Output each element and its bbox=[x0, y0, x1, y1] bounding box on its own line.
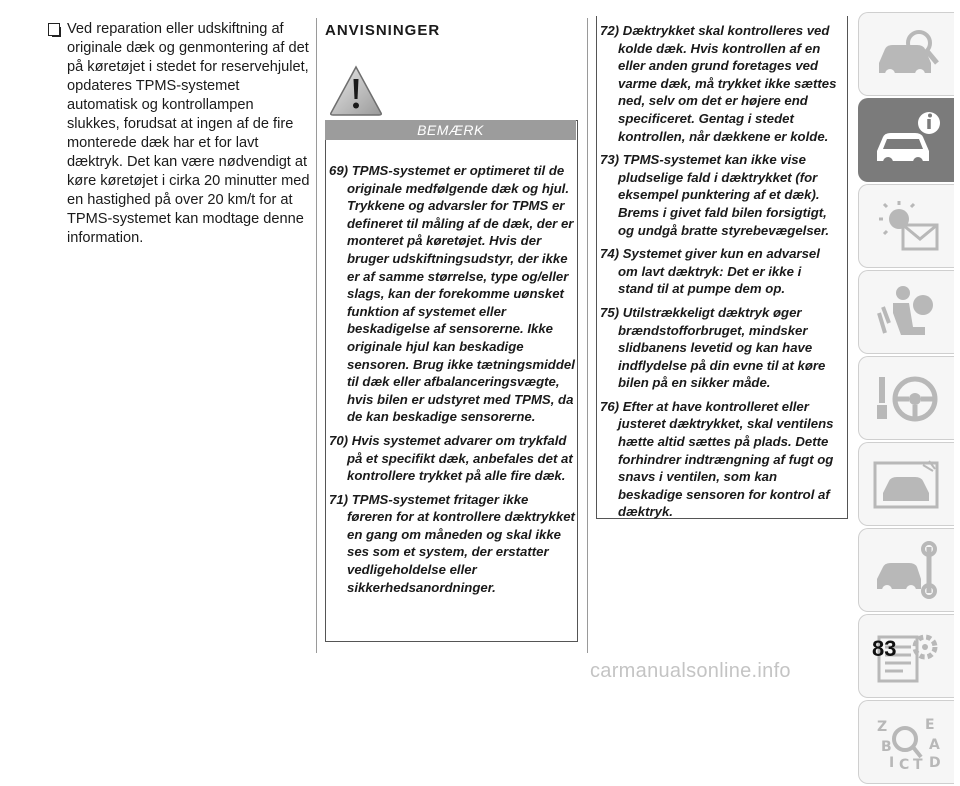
airbag-seat-icon bbox=[873, 283, 943, 343]
note-label: BEMÆRK bbox=[325, 120, 576, 140]
car-breakdown-icon bbox=[873, 455, 943, 515]
tab-airbag-seat[interactable] bbox=[858, 270, 954, 354]
note-item: 69) TPMS-systemet er optimeret til de originale medfølgende dæk og hjul. Trykkene og advarsler for TPMS er defineret til måling af de dæk, der er monteret på køretøjet. Hvis der bruger udskiftningsudstyr, der ikke er af samme størrelse, type og/eller slags, kan der forekomme uønsket funktion af systemet eller beskadigelse af sensorerne. Ikke originale hjul kan beskadige sensoren. Brug ikke tætningsmiddel til dæk eller afbalanceringsvægte, hvis bilen er udstyret med TPMS, da de kan beskadige sensorerne. bbox=[329, 163, 575, 425]
intro-column bbox=[48, 20, 310, 248]
svg-text:T: T bbox=[913, 757, 923, 773]
tab-car-search[interactable] bbox=[858, 12, 954, 96]
note-item: 76) Efter at have kontrolleret eller justeret dæktrykket, skal ventilens hætte altid sættes på plads. Dette forhindrer indtrængning af fugt og snavs i ventilen, som kan beskadige sensoren for kontrol af dæktryk. bbox=[600, 398, 834, 520]
tab-car-maintenance[interactable] bbox=[858, 528, 954, 612]
note-item: 72) Dæktrykket skal kontrolleres ved kolde dæk. Hvis kontrollen af en eller anden grund foretages ved varme dæk, må trykket ikke sættes ned, selv om det er højere end specificeret. Gentag i stedet kontrollen, når dækkene er kolde. bbox=[600, 23, 837, 144]
steering-wheel-icon bbox=[873, 369, 943, 429]
car-info-icon bbox=[873, 111, 943, 171]
tab-steering-wheel[interactable] bbox=[858, 356, 954, 440]
notes-list-right bbox=[600, 22, 840, 527]
svg-text:A: A bbox=[929, 737, 940, 753]
warning-icon bbox=[329, 65, 383, 122]
notes-list-left bbox=[329, 162, 575, 602]
note-item: 70) Hvis systemet advarer om trykfald på et specifikt dæk, anbefales det at kontrollere trykket på alle fire dæk. bbox=[329, 432, 573, 484]
column-divider bbox=[587, 18, 588, 653]
alphabetical-index-icon bbox=[873, 713, 943, 773]
svg-text:C: C bbox=[899, 757, 910, 773]
car-search-icon bbox=[873, 25, 943, 85]
section-heading: ANVISNINGER bbox=[325, 22, 441, 39]
watermark: carmanualsonline.info bbox=[590, 660, 791, 682]
intro-text: Ved reparation eller udskiftning af originale dæk og genmontering af det på køretøjet i stedet for reservehjulet, opdateres TPMS-systemet automatisk og kontrollampen slukkes, forudsat at ingen af de fire monterede dæk har et for lavt dæktryk. Det kan være nødvendigt at køre køretøjet i cirka 20 minutter med en hastighed på over 20 km/t for at TPMS-systemet kan modtage denne information. bbox=[67, 21, 310, 246]
car-maintenance-icon bbox=[873, 541, 943, 601]
note-item: 74) Systemet giver kun en advarsel om lavt dæktryk: Det er ikke i stand til at pumpe dem op. bbox=[600, 246, 820, 297]
tab-alphabetical-index[interactable] bbox=[858, 700, 954, 784]
chapter-tabs bbox=[858, 12, 954, 786]
tab-car-breakdown[interactable] bbox=[858, 442, 954, 526]
intro-paragraph bbox=[48, 20, 310, 248]
svg-text:D: D bbox=[929, 755, 941, 771]
tab-car-info[interactable] bbox=[858, 98, 954, 182]
svg-text:Z: Z bbox=[877, 719, 888, 735]
checkbox-bullet-icon bbox=[48, 23, 60, 36]
note-item: 75) Utilstrækkeligt dæktryk øger brændstofforbruget, mindsker slidbanens levetid og kan have indflydelse på din evne til at køre bilen på en sikker måde. bbox=[600, 304, 826, 391]
warning-lights-icon bbox=[873, 197, 943, 257]
page-number: 83 bbox=[872, 636, 897, 661]
svg-text:E: E bbox=[925, 717, 935, 733]
svg-text:B: B bbox=[881, 739, 892, 755]
note-item: 71) TPMS-systemet fritager ikke føreren for at kontrollere dæktrykket en gang om måneden og skal ikke ses som et system, der erstatter vedligeholdelse eller sikkerhedsanordninger. bbox=[329, 491, 575, 595]
note-item: 73) TPMS-systemet kan ikke vise pludselige fald i dæktrykket (for eksempel punktering af et dæk). Brems i givet fald bilen forsigtigt, og undgå bratte styrebevægelser. bbox=[600, 152, 830, 238]
column-divider bbox=[316, 18, 317, 653]
tab-warning-lights[interactable] bbox=[858, 184, 954, 268]
svg-text:I: I bbox=[889, 755, 895, 771]
